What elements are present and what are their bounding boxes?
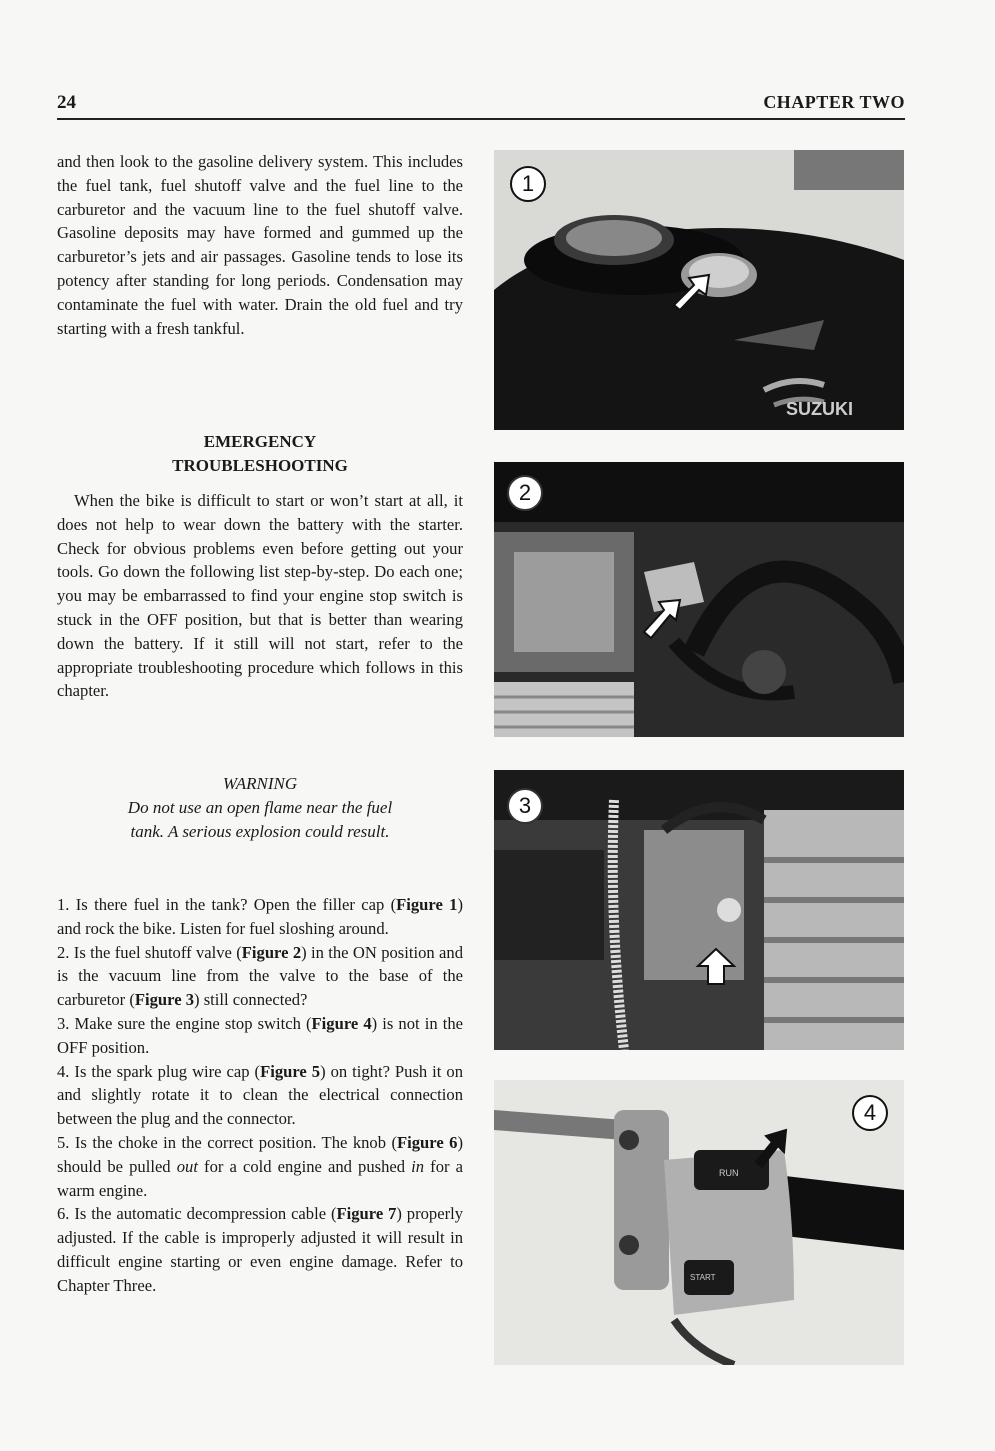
figure-4-label: 4 xyxy=(852,1095,888,1131)
warning-title: WARNING xyxy=(222,774,298,793)
figure-4-stop-switch-photo xyxy=(494,1080,904,1365)
heading-line-2: TROUBLESHOOTING xyxy=(172,456,348,475)
warning-text-line-2: tank. A serious explosion could result. xyxy=(130,822,390,841)
intro-paragraph: and then look to the gasoline delivery system. This includes the fuel tank, fuel shutoff valve and the fuel line to the carburetor and the vacuum line to the fuel shutoff valve. Gasoline deposits may have formed and gummed up the carburetor’s jets and air passages. Gasoline tends to lose its potency after standing for long periods. Condensation may contaminate the fuel with water. Drain the old fuel and try starting with a fresh tankful. xyxy=(57,152,463,338)
switch-run-label: RUN xyxy=(719,1168,739,1178)
figure-2-label: 2 xyxy=(507,475,543,511)
checklist xyxy=(57,893,463,1298)
emergency-paragraph: When the bike is difficult to start or won’t start at all, it does not help to wear down the battery with the starter. Check for obvious problems even before getting out your tools. Go down the following list step-by-step. Do each one; you may be embarrassed to find your engine stop switch is stuck in the OFF position, but that is better than wearing down the battery. If it still will not start, refer to the appropriate troubleshooting procedure which follows in this chapter. xyxy=(57,491,463,701)
suzuki-logo: SUZUKI xyxy=(786,399,853,419)
chapter-title: CHAPTER TWO xyxy=(763,92,905,112)
figure-3-label: 3 xyxy=(507,788,543,824)
switch-start-label: START xyxy=(690,1273,716,1282)
heading-line-1: EMERGENCY xyxy=(203,432,317,451)
list-item: 6. Is the automatic decompression cable (Figure 7) properly adjusted. If the cable is improperly adjusted it will result in difficult engine starting or even engine damage. Refer to Chapter Three. xyxy=(57,1204,463,1295)
list-item: 2. Is the fuel shutoff valve (Figure 2) in the ON position and is the vacuum line from the valve to the base of the carburetor (Figure 3) still connected? xyxy=(57,942,463,1010)
page-header xyxy=(57,90,905,120)
warning-text-line-1: Do not use an open flame near the fuel xyxy=(127,798,393,817)
list-item: 4. Is the spark plug wire cap (Figure 5) on tight? Push it on and slightly rotate it to clean the electrical connection between the plug and the connector. xyxy=(57,1061,463,1129)
warning-box xyxy=(90,772,430,844)
figure-1-label: 1 xyxy=(510,166,546,202)
page-number: 24 xyxy=(57,92,76,113)
figure-3-carburetor-photo xyxy=(494,770,904,1050)
section-heading xyxy=(57,430,463,478)
list-item: 1. Is there fuel in the tank? Open the filler cap (Figure 1) and rock the bike. Listen for fuel sloshing around. xyxy=(57,895,463,938)
list-item: 3. Make sure the engine stop switch (Figure 4) is not in the OFF position. xyxy=(57,1013,463,1057)
figure-2-fuel-valve-photo xyxy=(494,462,904,737)
list-item: 5. Is the choke in the correct position. The knob (Figure 6) should be pulled out for a cold engine and pushed in for a warm engine. xyxy=(57,1132,464,1200)
figure-1-fuel-tank-photo xyxy=(494,150,904,430)
